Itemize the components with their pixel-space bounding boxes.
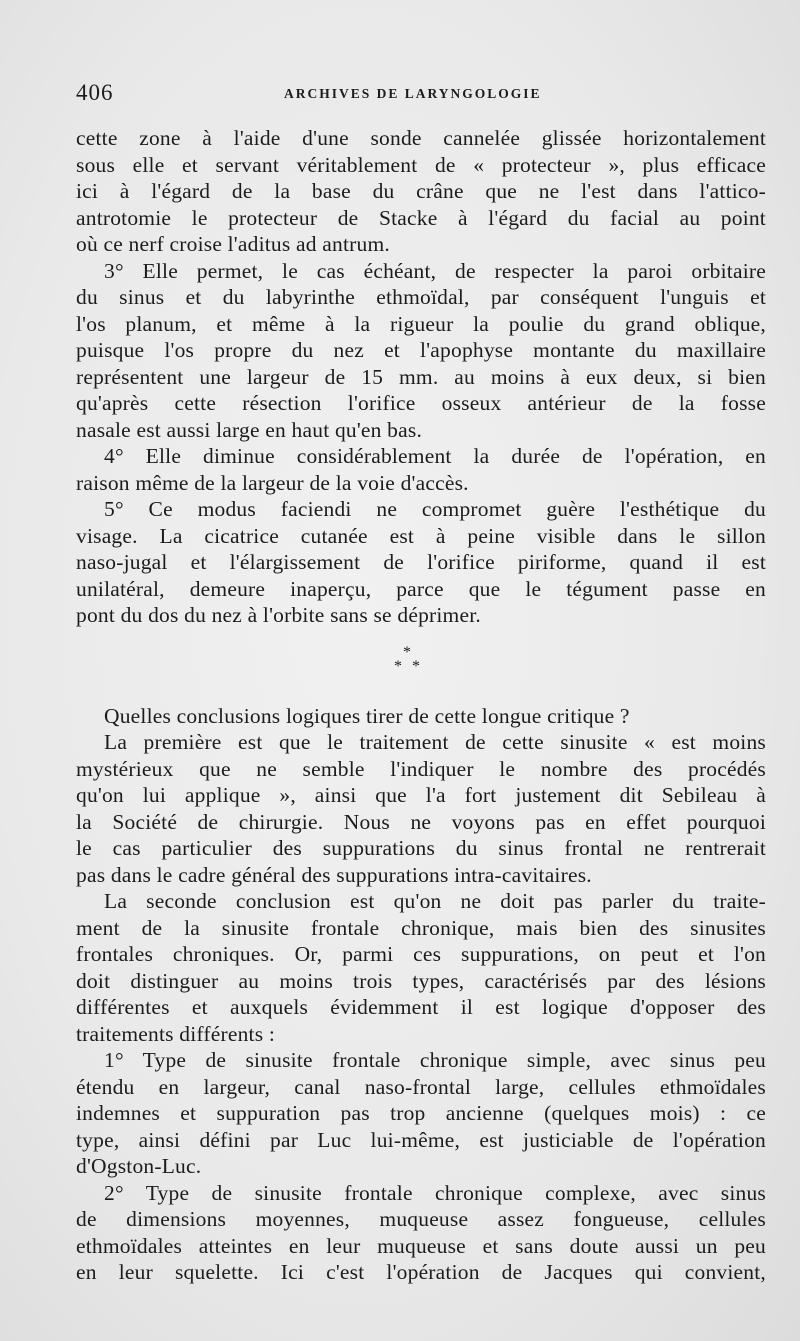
text-line: mystérieux que ne semble l'indiquer le nombre des procédés (76, 756, 766, 781)
section-break-asterism (76, 629, 766, 703)
text-line: d'Ogston-Luc. (76, 1154, 202, 1178)
asterism-star: * (394, 657, 403, 675)
text-line: qu'on lui applique », ainsi que l'a fort justement dit Sebileau à (76, 783, 766, 807)
body-text (76, 125, 766, 1286)
text-line: 2° Type de sinusite frontale chronique complexe, avec sinus (104, 1180, 766, 1205)
text-line: pas dans le cadre général des suppurations intra-cavitaires. (76, 862, 592, 887)
text-line: naso-jugal et l'élargissement de l'orifice piriforme, quand il est (76, 550, 766, 574)
text-line: de dimensions moyennes, muqueuse assez fongueuse, cellules (76, 1207, 766, 1231)
text-line: Quelles conclusions logiques tirer de cette longue critique ? (104, 703, 630, 728)
text-line: en leur squelette. Ici c'est l'opération de Jacques qui convient, (76, 1260, 766, 1284)
text-line: doit distinguer au moins trois types, caractérisés par des lésions (76, 968, 766, 993)
text-line: la Société de chirurgie. Nous ne voyons pas en effet pourquoi (76, 809, 766, 834)
text-line: étendu en largeur, canal naso-frontal large, cellules ethmoïdales (76, 1074, 766, 1099)
text-line: l'os planum, et même à la rigueur la poulie du grand oblique, (76, 311, 766, 336)
text-line: antrotomie le protecteur de Stacke à l'égard du facial au point (76, 205, 766, 230)
asterism-star: * (403, 643, 412, 661)
text-line: frontales chroniques. Or, parmi ces suppurations, on peut et l'on (76, 942, 766, 966)
text-line: 1° Type de sinusite frontale chronique simple, avec sinus peu (104, 1048, 766, 1072)
journal-title: ARCHIVES DE LARYNGOLOGIE (284, 86, 542, 101)
text-line: nasale est aussi large en haut qu'en bas. (76, 417, 423, 442)
text-line: ethmoïdales atteintes en leur muqueuse et sans doute aussi un peu (76, 1233, 766, 1258)
text-line: 3° Elle permet, le cas échéant, de respecter la paroi orbitaire (104, 258, 766, 283)
page-number: 406 (76, 80, 114, 105)
running-head (76, 80, 766, 108)
text-line: pont du dos du nez à l'orbite sans se déprimer. (76, 603, 481, 627)
text-line: qu'après cette résection l'orifice osseux antérieur de la fosse (76, 391, 766, 415)
text-line: unilatéral, demeure inaperçu, parce que le tégument passe en (76, 576, 766, 601)
text-line: 4° Elle diminue considérablement la durée de l'opération, en (104, 444, 766, 468)
text-line: 5° Ce modus faciendi ne compromet guère l'esthétique du (104, 497, 766, 521)
text-line: type, ainsi défini par Luc lui-même, est justiciable de l'opération (76, 1127, 766, 1152)
asterism-star: * (412, 657, 421, 675)
text-line: La seconde conclusion est qu'on ne doit pas parler du traite- (104, 889, 766, 913)
text-line: visage. La cicatrice cutanée est à peine visible dans le sillon (76, 523, 766, 548)
text-line: indemnes et suppuration pas trop ancienne (quelques mois) : ce (76, 1101, 766, 1125)
text-line: La première est que le traitement de cette sinusite « est moins (104, 730, 766, 754)
text-line: du sinus et du labyrinthe ethmoïdal, par conséquent l'unguis et (76, 285, 766, 309)
text-line: ici à l'égard de la base du crâne que ne l'est dans l'attico- (76, 179, 766, 203)
text-line: raison même de la largeur de la voie d'accès. (76, 470, 469, 495)
text-line: différentes et auxquels évidemment il est logique d'opposer des (76, 995, 766, 1019)
text-line: ment de la sinusite frontale chronique, mais bien des sinusites (76, 915, 766, 940)
text-line: le cas particulier des suppurations du sinus frontal ne rentrerait (76, 836, 766, 860)
text-line: où ce nerf croise l'aditus ad antrum. (76, 232, 390, 256)
text-line: sous elle et servant véritablement de « protecteur », plus efficace (76, 152, 766, 177)
text-line: représentent une largeur de 15 mm. au moins à eux deux, si bien (76, 364, 766, 389)
text-line: puisque l'os propre du nez et l'apophyse montante du maxillaire (76, 338, 766, 362)
text-line: traitements différents : (76, 1021, 276, 1046)
text-line: cette zone à l'aide d'une sonde cannelée glissée horizontalement (76, 126, 766, 150)
